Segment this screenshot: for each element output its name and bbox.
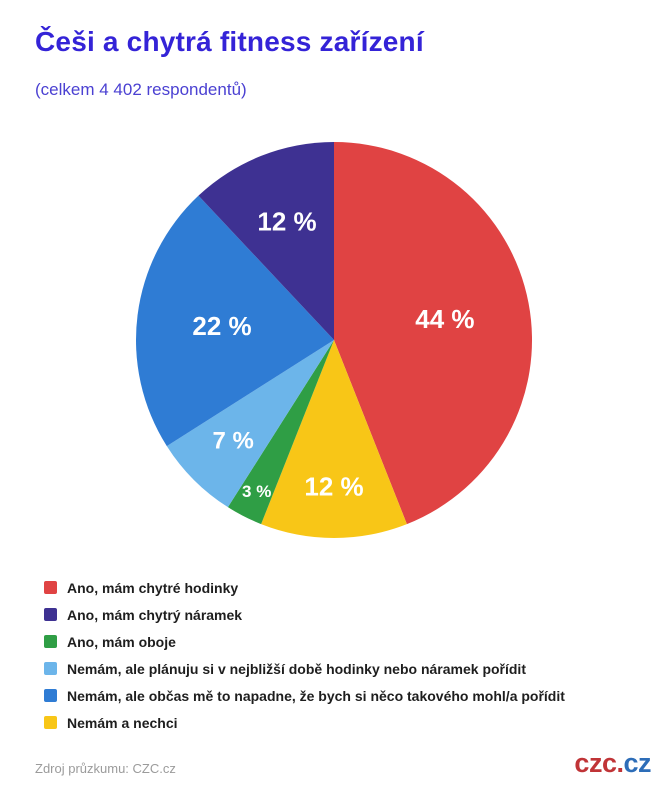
legend-item-3 (44, 655, 644, 682)
czc-logo-red: czc. (574, 748, 624, 778)
legend-label: Nemám a nechci (67, 714, 178, 731)
legend-label: Ano, mám chytré hodinky (67, 579, 239, 596)
pie-slice-value-label: 22 % (192, 310, 252, 341)
chart-legend (44, 574, 644, 736)
pie-chart (0, 130, 667, 550)
pie-slice-value-label: 7 % (212, 427, 254, 455)
pie-slice-value-label: 44 % (415, 303, 475, 334)
source-note: Zdroj průzkumu: CZC.cz (35, 761, 176, 776)
page-subtitle: (celkem 4 402 respondentů) (35, 80, 247, 99)
legend-item-2 (44, 628, 644, 655)
pie-slice-value-label: 12 % (304, 471, 364, 502)
pie-chart-area (0, 130, 667, 550)
legend-swatch (44, 716, 57, 729)
legend-label: Nemám, ale občas mě to napadne, že bych si něco takového mohl/a pořídit (67, 687, 565, 704)
legend-swatch (44, 662, 57, 675)
page-title: Češi a chytrá fitness zařízení (35, 26, 424, 57)
legend-item-5 (44, 709, 644, 736)
legend-item-1 (44, 601, 644, 628)
pie-slice-value-label: 12 % (257, 206, 317, 237)
pie-slice-value-label: 3 % (242, 482, 272, 502)
legend-swatch (44, 635, 57, 648)
czc-logo (574, 748, 651, 779)
legend-item-0 (44, 574, 644, 601)
legend-label: Nemám, ale plánuju si v nejbližší době hodinky nebo náramek pořídit (67, 660, 526, 677)
czc-logo-blue: cz (623, 748, 651, 778)
legend-swatch (44, 689, 57, 702)
legend-swatch (44, 608, 57, 621)
legend-swatch (44, 581, 57, 594)
legend-label: Ano, mám oboje (67, 633, 176, 650)
legend-item-4 (44, 682, 644, 709)
legend-label: Ano, mám chytrý náramek (67, 606, 243, 623)
